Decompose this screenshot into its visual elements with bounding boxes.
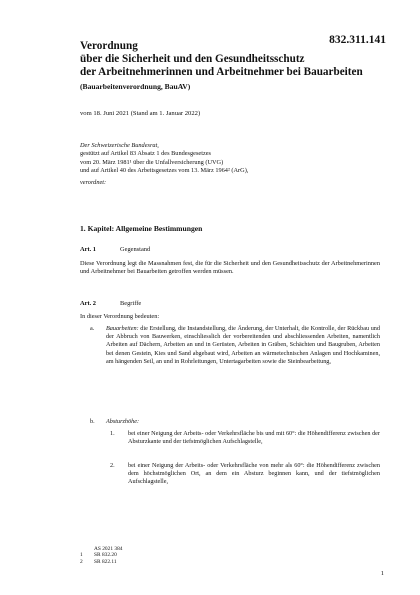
article-title: Begriffe — [120, 300, 142, 307]
footnote-text: SR 822.11 — [94, 558, 117, 565]
footnotes — [80, 546, 122, 565]
definition-item — [80, 325, 380, 366]
sr-number: 832.311.141 — [329, 34, 386, 46]
preamble — [80, 142, 248, 187]
preamble-decree: verordnet: — [80, 179, 107, 187]
item-text: die Erstellung, die Instandstellung, die Änderung, der Unterhalt, die Kontrolle, der Rückbau und der Abbruch von Bauwerken, einschliesslich der vorbereitenden und abschliessenden Arbeiten, namentlich Arbeiten auf Dächern, Arbeiten an und in Gerüsten, Arbeiten in Gräben, Schächten und Baugruben, Arbeiten bei denen Gestein, Kies und Sand abgebaut wird, Arbeiten an wärmetechnischen Anlagen und Hochkaminen, am hängenden Seil, an und in Rohrleitungen, Untertagarbeiten sowie die Steinbearbeitung, — [106, 325, 380, 365]
subitem-number: 2. — [110, 462, 115, 469]
item-body — [106, 325, 380, 366]
definition-item — [80, 418, 380, 426]
article-intro: In dieser Verordnung bedeuten: — [80, 313, 160, 320]
subitem-number: 1. — [110, 430, 115, 437]
preamble-basis-line: gestützt auf Artikel 83 Absatz 1 des Bundesgesetzes — [80, 150, 211, 158]
definition-subitem — [106, 462, 380, 487]
date-line: vom 18. Juni 2021 (Stand am 1. Januar 2022) — [80, 110, 201, 117]
footnote-text: AS 2021 384 — [94, 546, 123, 552]
chapter-heading: 1. Kapitel: Allgemeine Bestimmungen — [80, 224, 203, 233]
footnote-mark: 1 — [80, 552, 83, 559]
page-number: 1 — [380, 570, 384, 577]
document-subtitle: (Bauarbeitenverordnung, BauAV) — [80, 82, 191, 91]
preamble-basis-line: vom 20. März 1981¹ über die Unfallversicherung (UVG) — [80, 158, 224, 166]
subitem-text: bei einer Neigung der Arbeits- oder Verkehrsfläche bis und mit 60°: die Höhendifferenz zwischen der Absturzkante und der tiefstmöglichen Aufschlagstelle, — [128, 430, 380, 446]
article-number: Art. 2 — [80, 300, 96, 307]
footnote — [80, 559, 122, 565]
article-title: Gegenstand — [120, 246, 151, 253]
title-line: über die Sicherheit und den Gesundheitsschutz — [80, 53, 305, 65]
article-heading — [80, 246, 150, 253]
footnote-text: SR 832.20 — [94, 552, 117, 559]
title-line: der Arbeitnehmerinnen und Arbeitnehmer bei Bauarbeiten — [80, 66, 363, 78]
title-line: Verordnung — [80, 40, 138, 52]
article-number: Art. 1 — [80, 246, 96, 253]
item-letter: b. — [90, 418, 95, 425]
definition-subitem — [106, 430, 380, 446]
document-title — [80, 40, 380, 91]
article-text: Diese Verordnung legt die Massnahmen fest, die für die Sicherheit und den Gesundheitsschutz der Arbeitnehmerinnen und Arbeitnehmer bei Bauarbeiten getroffen werden müssen. — [80, 260, 380, 276]
item-term: Bauarbeiten: — [106, 325, 139, 332]
footnote-mark: 2 — [80, 558, 83, 565]
item-term: Absturzhöhe: — [106, 418, 139, 425]
preamble-authority: Der Schweizerische Bundesrat, — [80, 142, 159, 149]
article-heading — [80, 300, 141, 307]
item-letter: a. — [90, 325, 95, 332]
subitem-text: bei einer Neigung der Arbeits- oder Verkehrsfläche von mehr als 60°: die Höhendifferenz zwischen dem höchstmöglichen Ort, an dem ein Absturz beginnen kann, und der tiefstmöglichen Aufschlagstelle, — [128, 462, 380, 486]
preamble-basis-line: und auf Artikel 40 des Arbeitsgesetzes vom 13. März 1964² (ArG), — [80, 166, 249, 174]
